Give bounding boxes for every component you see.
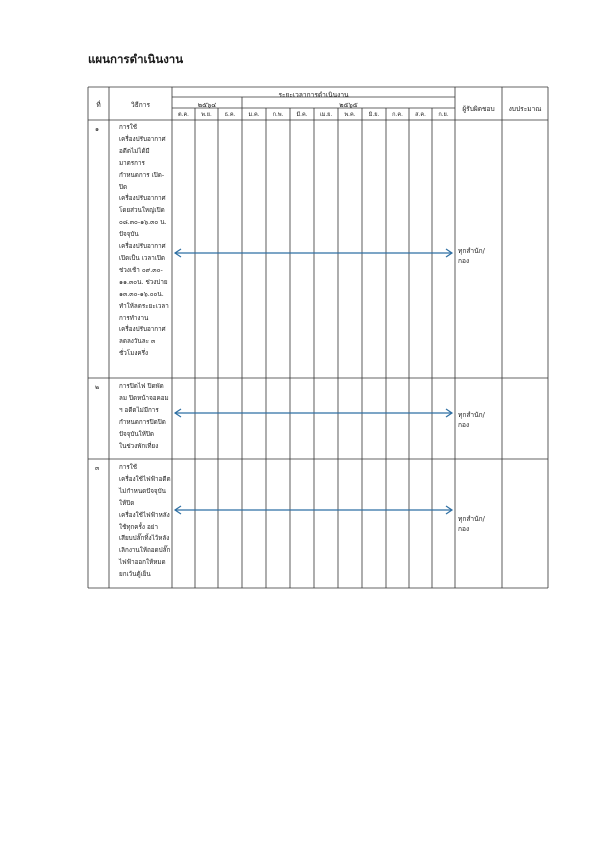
month-nov: พ.ย.: [201, 112, 212, 118]
month-feb: ก.พ.: [272, 112, 284, 118]
row-1-responsible: ทุกสำนัก/ กอง: [458, 247, 485, 265]
month-sep: ก.ย.: [438, 112, 449, 118]
header-responsible: ผู้รับผิดชอบ: [462, 105, 495, 113]
month-jul: ก.ค.: [392, 112, 403, 118]
header-year-2564: ๒๕๖๔: [197, 101, 217, 109]
header-year-2565: ๒๕๖๕: [339, 101, 358, 109]
month-apr: เม.ย.: [319, 112, 333, 118]
month-jun: มิ.ย.: [368, 112, 380, 118]
row-3-method: การใช้ เครื่องใช้ไฟฟ้าอดีต ไม่กำหนดปัจจุบัน ให้ปิด เครื่องใช้ไฟฟ้าหลัง ใช้ทุกครั้ง อย่า เสียบปลั๊กทิ้งไว้หลัง เลิกงานให้ถอดปลั๊ก ไฟฟ้าออกให้หมด ยกเว้นตู้เย็น: [119, 464, 171, 579]
row-1-method: การใช้ เครื่องปรับอากาศ อดีตไม่ได้มี มาตรการ กำหนดการ เปิด- ปิด เครื่องปรับอากาศ โดยส่วนใหญ่เปิด ๐๘.๓๐-๑๖.๓๐ น. ปัจจุบัน เครื่องปรับอากาศ เปิดเป็น เวลาเปิด ช่วงเช้า ๐๙.๓๐- ๑๑.๓๐น. ช่วงบ่าย ๑๓.๓๐-๑๖.๐๐น. ทำให้ลดระยะเวลา การทำงาน เครื่องปรับอากาศ ลดลงวันละ ๓ ชั่วโมงครึ่ง: [119, 124, 169, 358]
row-1-no: ๑: [95, 126, 99, 133]
timeline-arrow-row-3: [175, 506, 452, 514]
month-mar: มี.ค.: [296, 112, 308, 118]
header-budget: งบประมาณ: [508, 105, 542, 113]
page-title: แผนการดำเนินงาน: [88, 52, 184, 66]
row-2-responsible: ทุกสำนัก/ กอง: [458, 411, 485, 429]
header-method: วิธีการ: [131, 101, 150, 109]
timeline-arrow-row-2: [175, 409, 452, 417]
header-period: ระยะเวลาการดำเนินงาน: [278, 91, 349, 99]
row-3-responsible: ทุกสำนัก/ กอง: [458, 515, 485, 533]
row-2-no: ๒: [95, 384, 100, 391]
row-2-method: การปิดไฟ ปิดพัด ลม ปิดหน้าจอคอม ฯ อดีตไม่มีการ กำหนดการปิดปิด ปัจจุบันให้ปิด ในช่วงพักเที่ยง: [119, 383, 169, 450]
header-no: ที่: [96, 101, 101, 109]
timeline-arrow-row-1: [175, 249, 452, 257]
month-may: พ.ค.: [344, 112, 356, 118]
month-aug: ส.ค.: [415, 112, 426, 118]
row-3-no: ๓: [95, 465, 100, 472]
month-oct: ต.ค.: [178, 112, 189, 118]
month-jan: ม.ค.: [248, 112, 260, 118]
month-dec: ธ.ค.: [224, 112, 236, 118]
